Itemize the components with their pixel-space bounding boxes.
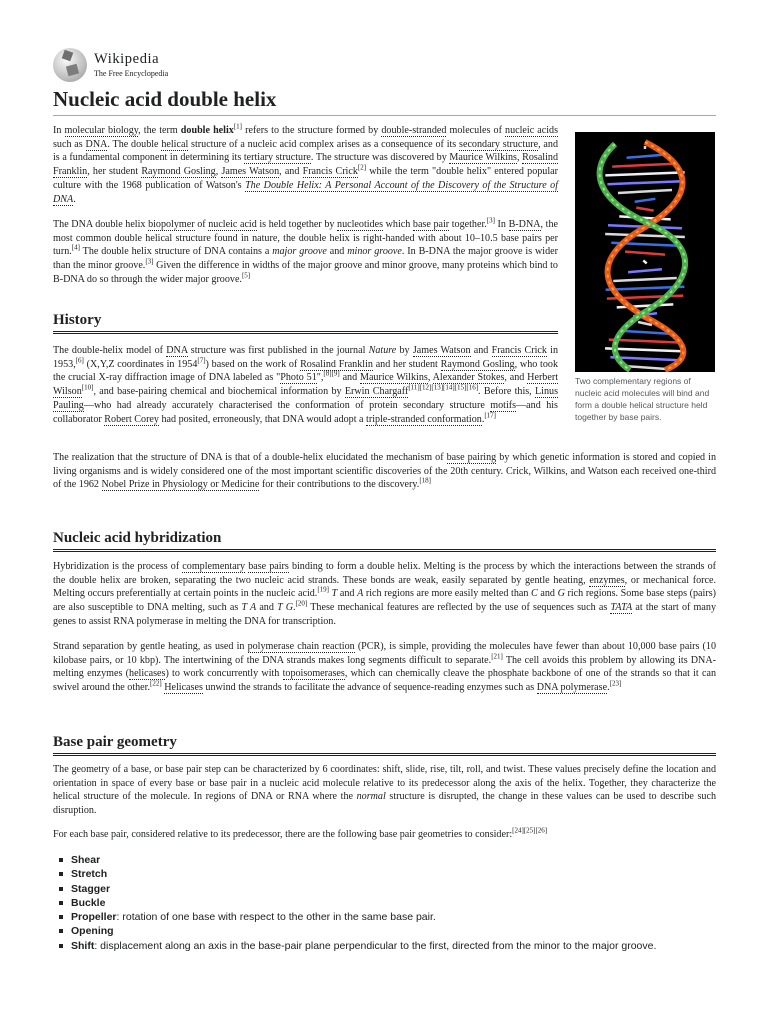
intro-paragraph-2: The DNA double helix biopolymer of nucleic acid is held together by nucleotides which base pair together.[3] In B-DNA, the most common double helical structure found in nature, the double helix is right-handed with about 10–10.5 base pairs per turn.[4] The double helix structure of DNA contains a major groove and minor groove. In B-DNA the major groove is wider than the minor groove.[3] Given the difference in widths of the major groove and minor groove, many proteins which bind to B-DNA do so through the wider major groove.[5] <box>53 216 558 285</box>
link-secondary-structure[interactable]: secondary structure <box>459 138 539 150</box>
link-alexander-stokes[interactable]: Alexander Stokes <box>432 372 505 384</box>
link-tata[interactable]: TATA <box>610 602 633 614</box>
geometry-paragraph-1: The geometry of a base, or base pair step can be characterized by 6 coordinates: shift, slide, rise, tilt, roll, and twist. These values precisely define the location and orientation in space of every base or base pair in a nucleic acid molecule relative to its predecessor along the axis of the helix. Together, they characterize the helical structure of the molecule. In regions of DNA or RNA where the normal structure is disrupted, the change in these values can be used to describe such disruption. <box>53 764 716 817</box>
link-herbert-wilson[interactable]: Herbert Wilson <box>53 372 558 398</box>
link-topoisomerases[interactable]: topoisomerases <box>282 668 345 680</box>
list-item: Propeller: rotation of one base with respect to the other in the same base pair. <box>71 910 734 924</box>
link-dna-history[interactable]: DNA <box>166 345 188 356</box>
history-paragraph-2: The realization that the structure of DNA is that of a double-helix elucidated the mechanism of base pairing by which genetic information is stored and copied in living organisms and is widely considered one of the most important scientific discoveries of the 20th century. Crick, Wilkins, and Watson each received one-third of the 1962 Nobel Prize in Physiology or Medicine for their contributions to the discovery.[18] <box>53 452 716 491</box>
history-paragraph-1: The double-helix model of DNA structure was first published in the journal Nature by James Watson and Francis Crick in 1953,[6] (X,Y,Z coordinates in 1954[7]) based on the work of Rosalind Franklin and her student Raymond Gosling, who took the crucial X-ray diffraction image of DNA labeled as "Photo 51",[8][9] and Maurice Wilkins, Alexander Stokes, and Herbert Wilson[10], and base-pairing chemical and biochemical information by Erwin Chargaff[11][12][13][14][15][16]. Before this, Linus Pauling—who had already accurately characterised the conformation of protein secondary structure motifs—and his collaborator Robert Corey had posited, erroneously, that DNA would adopt a triple-stranded conformation.[17] <box>53 345 559 425</box>
ref-2[interactable]: [2] <box>357 163 367 172</box>
section-heading-hybridization: Nucleic acid hybridization <box>53 528 716 552</box>
link-james-watson-history[interactable]: James Watson <box>412 345 471 356</box>
link-base-pairs[interactable]: base pairs <box>248 561 289 572</box>
list-item: Buckle <box>71 896 734 910</box>
link-dna-polymerase[interactable]: DNA polymerase <box>536 682 608 694</box>
link-helical[interactable]: helical <box>161 138 189 150</box>
ref-11-16[interactable]: [11][12][13][14][15][16] <box>408 383 479 392</box>
link-nucleotides[interactable]: nucleotides <box>337 219 384 230</box>
link-molecular-biology[interactable]: molecular biology <box>64 125 139 136</box>
hybridization-paragraph-2: Strand separation by gentle heating, as used in polymerase chain reaction (PCR), is simple, providing the molecules have fewer than about 10,000 base pairs (10 kilobase pairs, or 10 kbp). The intertwining of the DNA strands makes long segments difficult to separate.[21] The cell avoids this problem by allowing its DNA-melting enzymes (helicases) to work concurrently with topoisomerases, which can chemically cleave the phosphate backbone of one of the strands so that it can swivel around the other.[22] Helicases unwind the strands to facilitate the advance of sequence-reading enzymes such as DNA polymerase.[23] <box>53 641 716 694</box>
ref-3b[interactable]: [3] <box>145 257 154 266</box>
link-nucleic-acids[interactable]: nucleic acids <box>505 125 559 136</box>
ref-3[interactable]: [3] <box>486 216 495 225</box>
link-robert-corey[interactable]: Robert Corey <box>104 413 159 425</box>
link-motifs[interactable]: motifs <box>490 399 517 411</box>
base-pair-rung <box>627 155 664 158</box>
ref-6[interactable]: [6] <box>75 356 84 365</box>
hybridization-paragraph-1: Hybridization is the process of complementary base pairs binding to form a double helix. Melting is the process by which the interactions between the strands of the double helix are broken, separating the two nucleic acid strands. These bonds are weak, easily separated by gentle heating, enzymes, or mechanical force. Melting occurs preferentially at certain points in the nucleic acid.[19] T and A rich regions are more easily melted than C and G rich regions. Some base steps (pairs) are also susceptible to DNA melting, such as T A and T G.[20] These mechanical features are reflected by the use of sequences such as TATA at the start of many genes to assist RNA polymerase in melting the DNA for transcription. <box>53 561 716 627</box>
page-title: Nucleic acid double helix <box>53 86 716 116</box>
ref-21[interactable]: [21] <box>491 652 503 661</box>
link-b-dna[interactable]: B-DNA <box>508 219 541 230</box>
geometry-list <box>53 853 734 953</box>
base-pair-rung <box>607 181 682 184</box>
link-rosalind-franklin-history[interactable]: Rosalind Franklin <box>300 358 373 370</box>
intro-paragraph-1: In molecular biology, the term double helix[1] refers to the structure formed by double-stranded molecules of nucleic acids such as DNA. The double helical structure of a nucleic acid complex arises as a consequence of its secondary structure, and is a fundamental component in determining its tertiary structure. The structure was discovered by Maurice Wilkins, Rosalind Franklin, her student Raymond Gosling, James Watson, and Francis Crick[2] while the term "double helix" entered popular culture with the 1968 publication of Watson's The Double Helix: A Personal Account of the Discovery of the Structure of DNA. <box>53 122 559 205</box>
link-photo-51[interactable]: Photo 51 <box>280 372 317 384</box>
section-heading-history: History <box>53 310 558 334</box>
link-tertiary-structure[interactable]: tertiary structure <box>243 152 311 164</box>
base-pair-rung <box>613 278 676 281</box>
link-enzymes[interactable]: enzymes <box>589 574 625 586</box>
wikipedia-tagline: The Free Encyclopedia <box>94 68 169 78</box>
base-pair-rung <box>605 172 684 175</box>
wikipedia-wordmark: Wikipedia <box>94 51 160 68</box>
link-pcr[interactable]: polymerase chain reaction <box>247 641 355 652</box>
base-pair-rung <box>625 252 665 255</box>
link-maurice-wilkins-history[interactable]: Maurice Wilkins <box>359 372 428 384</box>
section-heading-geometry: Base pair geometry <box>53 732 716 756</box>
wikipedia-logo[interactable] <box>53 48 716 82</box>
ref-24-26[interactable]: [24][25][26] <box>512 826 548 835</box>
link-maurice-wilkins[interactable]: Maurice Wilkins <box>449 152 517 164</box>
article <box>53 48 716 952</box>
link-erwin-chargaff[interactable]: Erwin Chargaff <box>344 386 409 398</box>
wikipedia-globe-icon <box>53 48 87 82</box>
ref-7[interactable]: [7] <box>197 356 206 365</box>
link-complementary[interactable]: complementary <box>182 561 246 572</box>
figure-caption: Two complementary regions of nucleic acid molecules will bind and form a double helical structure held together by base pairs. <box>575 376 710 422</box>
link-base-pairing[interactable]: base pairing <box>446 452 497 463</box>
link-biopolymer[interactable]: biopolymer <box>148 219 195 230</box>
dna-helix-illustration <box>575 132 715 372</box>
link-helicases[interactable]: helicases <box>129 668 166 680</box>
link-nobel-prize[interactable]: Nobel Prize in Physiology or Medicine <box>101 479 260 491</box>
link-francis-crick[interactable]: Francis Crick <box>302 166 358 178</box>
base-pair-rung <box>628 269 662 272</box>
ref-18[interactable]: [18] <box>419 477 431 486</box>
ref-8-9[interactable]: [8][9] <box>323 370 340 379</box>
link-triple-stranded-conformation[interactable]: triple-stranded conformation <box>366 413 482 425</box>
link-linus-pauling[interactable]: Linus Pauling <box>53 386 558 411</box>
link-the-double-helix-book[interactable]: The Double Helix: A Personal Account of the Discovery of the Structure of DNA <box>53 179 559 205</box>
ref-22[interactable]: [22] <box>150 679 162 688</box>
list-item: Stretch <box>71 867 734 881</box>
link-base-pair[interactable]: base pair <box>412 219 450 230</box>
link-raymond-gosling-history[interactable]: Raymond Gosling <box>440 358 515 370</box>
dna-helix-image[interactable] <box>575 132 715 372</box>
base-pair-rung <box>621 331 670 334</box>
ref-19[interactable]: [19] <box>317 586 329 595</box>
list-item: Stagger <box>71 882 734 896</box>
ref-20[interactable]: [20] <box>295 599 308 608</box>
link-james-watson[interactable]: James Watson <box>221 166 280 178</box>
link-helicases-2[interactable]: Helicases <box>164 682 203 694</box>
base-pair-rung <box>612 164 678 167</box>
base-pair-rung <box>635 199 656 202</box>
link-francis-crick-history[interactable]: Francis Crick <box>491 345 547 356</box>
link-dna[interactable]: DNA <box>85 138 108 150</box>
ref-10[interactable]: [10] <box>81 383 94 392</box>
base-pair-rung <box>643 260 646 263</box>
link-double-stranded[interactable]: double-stranded <box>381 125 447 136</box>
list-item: Shift: displacement along an axis in the base-pair plane perpendicular to the first, directed from the minor to the major groove. <box>71 939 734 953</box>
ref-17[interactable]: [17] <box>484 411 497 420</box>
link-raymond-gosling[interactable]: Raymond Gosling <box>141 166 216 178</box>
ref-23[interactable]: [23] <box>609 679 622 688</box>
link-rosalind-franklin[interactable]: Rosalind Franklin <box>53 152 558 178</box>
base-pair-rung <box>618 190 672 193</box>
ref-1[interactable]: [1] <box>233 122 242 131</box>
list-item: Opening <box>71 924 734 938</box>
dna-figure <box>575 132 715 423</box>
base-pair-rung <box>636 208 653 211</box>
link-nucleic-acid[interactable]: nucleic acid <box>208 219 257 230</box>
ref-4[interactable]: [4] <box>71 244 80 253</box>
list-item: Shear <box>71 853 734 867</box>
geometry-paragraph-2: For each base pair, considered relative to its predecessor, there are the following base pair geometries to consider:[24][25][26] <box>53 826 548 840</box>
ref-5[interactable]: [5] <box>241 271 251 280</box>
